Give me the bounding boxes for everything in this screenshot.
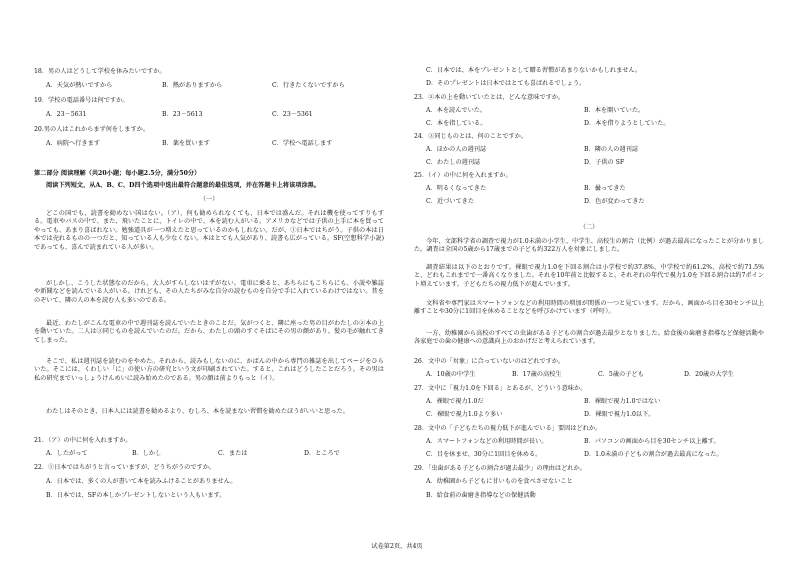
q23-option-d: D．本を借りようとしていた。 [584, 120, 670, 127]
q22-option-b: B．日本では、SFの本しかプレゼントしないという人もいます。 [46, 492, 226, 499]
q22-option-d: D．そのプレゼントは日本ではとても喜ばれるでしょう。 [426, 80, 586, 87]
passage-2-paragraph-4: 一方、幼稚園から高校のすべての虫歯がある子どもの割合が過去最少となりました。給食後の歯磨き指導など保健活動や各家庭での歯の健康への意識向上のおかげだと考えられています。 [414, 330, 764, 346]
q18-option-a: A．天気が熱いですから [46, 82, 113, 89]
q28-stem: 28．文中の「子どもたちの視力低下が進んでいる」要因はどれか。 [414, 425, 602, 432]
q19-option-b: B．23－5613 [162, 111, 203, 118]
q25-option-b: B．曇ってきた [584, 185, 626, 192]
q24-option-b: B．隣の人の週刊誌 [584, 146, 639, 153]
q28-option-c: C．目を休ませ、30分に1回目を休める。 [426, 451, 542, 458]
q19-option-a: A．23－5631 [46, 111, 87, 118]
q24-option-a: A．ほかの人の週刊誌 [426, 146, 487, 153]
q20-option-c: C．学校へ電話します [272, 140, 333, 147]
q27-option-a: A．裸眼で視力1.0だ [426, 398, 484, 405]
passage-1-paragraph-3: 最近、わたしがこんな電車の中で週刊誌を読んでいたときのことだ。気がつくと、隣に座った男の目がわたしの②本の上を動いていた。二人は③同じものを読んでいたのだ。だから、わたしの頭のすぐそばにその男の顔があり、髪の毛が触れてきてしまった。 [34, 320, 384, 344]
q18-option-c: C．行きたくないですから [272, 82, 345, 89]
q21-stem: 21．（ア）の中に何を入れますか。 [34, 437, 132, 444]
q25-option-c: C．近づいてきた [426, 198, 475, 205]
passage-2-paragraph-2: 調査結果は以下のとおりです。裸眼で視力1.0を下回る割合は小学校で約37.8%、中学校で約61.2%、高校で約71.5%と、どれもこれまでで一番高くなりました。それを10年前と比較すると、それぞれの年代で視力1.0を下回る割合は約7ポイント増えています。子どもたちの視力低下が進んでいます。 [414, 264, 764, 288]
q25-stem: 25．（イ）の中に何を入れますか。 [414, 172, 512, 179]
q24-option-c: C．わたしの週刊誌 [426, 159, 481, 166]
q21-option-b: B．しかし [132, 450, 162, 457]
q27-option-b: B．裸眼で視力1.0ではない [584, 398, 661, 405]
q23-option-a: A．本を読んでいた。 [426, 107, 487, 114]
section-title: 第二部分 阅读理解（共20小题；每小题2.5分，满分50分） [34, 170, 201, 177]
q27-stem: 27．文中に「視力1.0を下回る」とあるが、どういう意味か。 [414, 385, 587, 392]
q21-option-d: D．ところで [304, 450, 340, 457]
section-instruction: 阅读下列短文，从A、B、C、D四个选项中选出最符合题意的最佳选项，并在答题卡上将该项涂黑。 [46, 182, 321, 189]
q18-option-b: B．熱がありますから [162, 82, 223, 89]
q21-option-c: C．または [218, 450, 248, 457]
q28-option-d: D．1.0未満の子どもの割合が過去最高になった。 [584, 451, 723, 458]
passage-1-paragraph-1: どこの国でも、読書を勧めない国はない。（ア）、何も勧められなくても、日本では盛んだ。それは機を使ってすりもする。電車やバスの中で、また、飛いたことに、トイレの中で、本を読む人がいる。アメリカなどでは子供の上手に本を買ってやっても、あまり喜ばれない。勉強道具が一つ増えたと思っているのかもしれない。だが、①日本ではちがう。子供の本は日本では売れるものの一つだと、知っている人も少なくない。本はとても人気があり、読書も広がっている。SF(空想科学小説)であっても、喜んで読まれている人が多い。 [34, 210, 384, 251]
q28-option-a: A．スマートフォンなどの利用時間が長い。 [426, 438, 548, 445]
q22-option-c: C．日本では、本をプレゼントとして贈る習慣があまりないかもしれません。 [426, 67, 642, 74]
q29-option-a: A．幼稚園から子どもに甘いものを食べさせないこと [426, 478, 573, 485]
page-footer: 试卷第2页，共4页 [371, 543, 423, 550]
q19-stem: 19．学校の電話番号は何ですか。 [34, 97, 129, 104]
q25-option-d: D．色が変わってきた [584, 198, 645, 205]
q20-option-b: B．薬を買います [162, 140, 210, 147]
q20-option-a: A．病院へ行きます [46, 140, 100, 147]
q28-option-b: B．パソコンの画面から目を30センチ以上離す。 [584, 438, 720, 445]
q22-option-a: A．日本では、多くの人が書いて本を読みふけることがありません。 [46, 478, 237, 485]
passage-1-paragraph-2: がしかし、こうした状態なのだから、大人がすらしないはずがない。電車に乗ると、あちらにもこちらにも、小説や雑誌や新聞などを読んでいる人がいる。けれども、その人たちがみな自分の読むものを自分で手に入れているわけではない。昔をのぞいて、隣の人の本を読む人も多いのである。 [34, 280, 384, 304]
q26-option-d: D．20歳の大学生 [684, 371, 734, 378]
passage-2-number: （二） [579, 224, 599, 231]
q29-option-b: B．給食前の歯磨き指導などの保健活動 [426, 492, 536, 499]
q26-option-a: A．10歳の中学生 [426, 371, 476, 378]
q22-stem: 22．①日本ではちがうと言っていますが、どうちがうのですか。 [34, 464, 216, 471]
q24-option-d: D．子供の SF [584, 159, 625, 166]
passage-1-number: （一） [199, 196, 219, 203]
passage-2-paragraph-1: 今年、文部科学省の調査で視力が1.0未満の小学生、中学生、高校生の割合（比例）が過去最高になったことが分かりました。調査は全国の5歳から17歳までの子ども約322万人を対象にしました。 [414, 238, 764, 254]
q27-option-c: C．裸眼で視力1.0より多い [426, 411, 503, 418]
passage-1-paragraph-4: そこで、私は週刊誌を読むのをやめた。それから、読みもしないのに、かばんの中から専門の雑誌を出してページをひらいた。そこには、くわしい「に」の使い方の研究という文が印刷されていた。すると、これはどうしたことだろう。その男は私の研究までいっしょうけんめいに読み始めたのである。男の顔は前よりもっと（イ）。 [34, 358, 384, 382]
q26-option-b: B．17歳の高校生 [512, 371, 562, 378]
q23-stem: 23．②本の上を動いていたとは、どんな意味ですか。 [414, 94, 565, 101]
q26-option-c: C．5歳の子ども [598, 371, 644, 378]
q25-option-a: A．明るくなってきた [426, 185, 487, 192]
q18-stem: 18．男の人はどうして学校を休みたいですか。 [34, 68, 166, 75]
q26-stem: 26．文中の「対象」に合っていないのはどれですか。 [414, 358, 565, 365]
q21-option-a: A．したがって [46, 450, 88, 457]
q19-option-c: C．23－5361 [272, 111, 313, 118]
q29-stem: 29．「虫歯がある子どもの割合が過去最少」の理由はどれか。 [414, 465, 586, 472]
q20-stem: 20.男の人はこれからまず何をしますか。 [34, 126, 150, 133]
q23-option-c: C．本を指している。 [426, 120, 487, 127]
q24-stem: 24．③同じものとは、何のことですか。 [414, 133, 528, 140]
q23-option-b: B．本を開いていた。 [584, 107, 645, 114]
passage-2-paragraph-3: 文科省や専門家はスマートフォンなどの利用時間の増加が関係の一つと見ています。だから、画面から目を30センチ以上離すことや30分に1回目を休めることなどを呼びかけています（呼吁）。 [414, 300, 764, 316]
passage-1-paragraph-5: わたしはそのとき、日本人には読書を勧めるより、むしろ、本を読まない習慣を勧めたほうがいいと思った。 [46, 408, 349, 415]
q27-option-d: D．裸眼で視力1.0以下。 [584, 411, 655, 418]
